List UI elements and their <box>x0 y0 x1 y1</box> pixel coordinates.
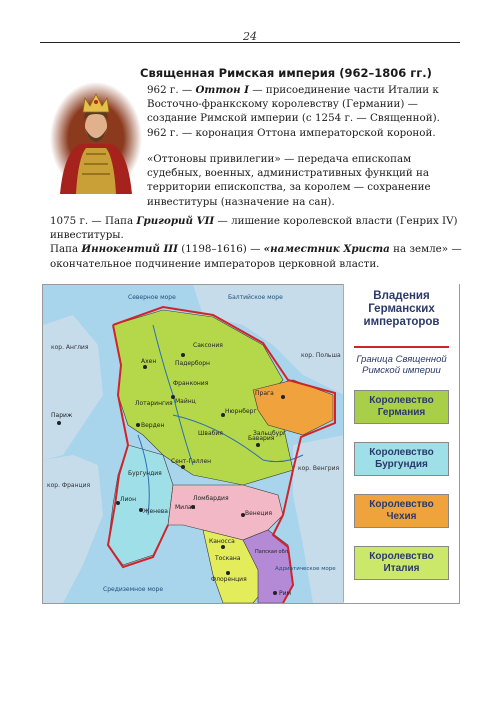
legend-title: Владения Германских императоров <box>363 290 440 328</box>
venice-label: Венеция <box>245 510 273 517</box>
legend-burgundy <box>354 442 449 476</box>
aachen-label: Ахен <box>141 358 157 365</box>
legend-burgundy-label: Королевство Бургундия <box>369 447 434 470</box>
nuremberg-label: Нюрнберг <box>225 408 257 415</box>
tuscany-label: Тоскана <box>215 555 241 562</box>
ottonian-block <box>147 152 462 209</box>
map-legend <box>343 284 459 602</box>
burgundy-label: Бургундия <box>128 470 162 477</box>
innocent-line <box>50 242 462 270</box>
sankt-gallen-label: Сент-Галлен <box>171 458 212 465</box>
page-number: 24 <box>243 30 257 43</box>
emperor-portrait-icon <box>50 82 142 194</box>
milan-label: Милан <box>175 504 196 511</box>
franconia-label: Франкония <box>173 380 209 387</box>
border-swatch <box>354 346 449 348</box>
section-title: Священная Римская империя (962–1806 гг.) <box>140 66 432 80</box>
event-962-block <box>147 83 462 140</box>
otto-name: Оттон I <box>195 84 249 96</box>
event-962-coronation: 962 г. — коронация Оттона императорской короной. <box>147 126 436 139</box>
event-1075 <box>50 214 462 242</box>
gregory-name: Григорий VII <box>136 215 215 227</box>
ottonian-privileges: «Оттоновы привилегии» — передача епископам судебных, военных, административных функций на территории епископства, за королем — сохранение инвеституры (назначение на сан). <box>147 153 431 208</box>
lombardy-label: Ломбардия <box>193 495 229 502</box>
event-1075-block <box>50 214 462 271</box>
florence-label: Флоренция <box>211 576 247 583</box>
swabia-label: Швабия <box>198 430 223 437</box>
england-label: кор. Англия <box>51 344 89 351</box>
lotharingia-label: Лотарингия <box>135 400 173 407</box>
legend-bohemia-label: Королевство Чехия <box>369 499 434 522</box>
map-svg <box>43 285 344 603</box>
prague-label: Прага <box>255 390 274 397</box>
legend-germany <box>354 390 449 424</box>
salzburg-label: Зальцбург <box>253 430 287 437</box>
pope-prefix: Папа <box>50 243 82 256</box>
event-962-date: 962 г. — <box>147 84 196 96</box>
canossa-label: Каносса <box>209 538 235 545</box>
event-962 <box>147 83 462 126</box>
legend-bohemia <box>354 494 449 528</box>
event-962-text: — присоединение части Италии к Восточно-франкскому королевству (Германии) — создание Римской империи (с 1254 г. — Священной). <box>147 84 440 125</box>
hungary-label: кор. Венгрия <box>298 465 340 472</box>
saxony-label: Саксония <box>193 342 223 349</box>
paris-label: Париж <box>51 412 73 419</box>
event-1075-text: — лишение королевской власти (Генрих IV) инвеституры. <box>50 215 458 242</box>
north-sea-label: Северное море <box>128 294 176 301</box>
poland-label: кор. Польша <box>301 352 341 359</box>
paderborn-label: Падерборн <box>175 360 210 367</box>
vicar-quote: «наместник Христа <box>263 243 390 256</box>
event-1075-date: 1075 г. — Папа <box>50 215 137 227</box>
lyon-label: Лион <box>120 496 137 503</box>
bavaria-label: Бавария <box>248 435 275 442</box>
verdun-label: Верден <box>141 422 165 429</box>
france-label: кор. Франция <box>47 482 91 489</box>
innocent-name: Иннокентий III <box>81 243 178 256</box>
legend-italy-label: Королевство Италия <box>369 551 434 574</box>
mediterranean-label: Средиземное море <box>103 586 164 593</box>
legend-italy <box>354 546 449 580</box>
mainz-label: Майнц <box>175 398 196 405</box>
adriatic-label: Адриатическое море <box>275 566 336 572</box>
header-rule <box>40 42 460 43</box>
innocent-text: на земле» — окончательное подчинение императоров церковной власти. <box>50 243 462 270</box>
rome-label: Рим <box>279 590 292 597</box>
baltic-sea-label: Балтийское море <box>228 294 283 301</box>
legend-germany-label: Королевство Германия <box>369 395 434 418</box>
papal-state-label: Папская обл. <box>255 549 290 555</box>
geneva-label: Женева <box>143 508 168 515</box>
legend-border-label: Граница Священной Римской империи <box>356 354 447 376</box>
innocent-years: (1198–1616) — <box>177 243 264 256</box>
